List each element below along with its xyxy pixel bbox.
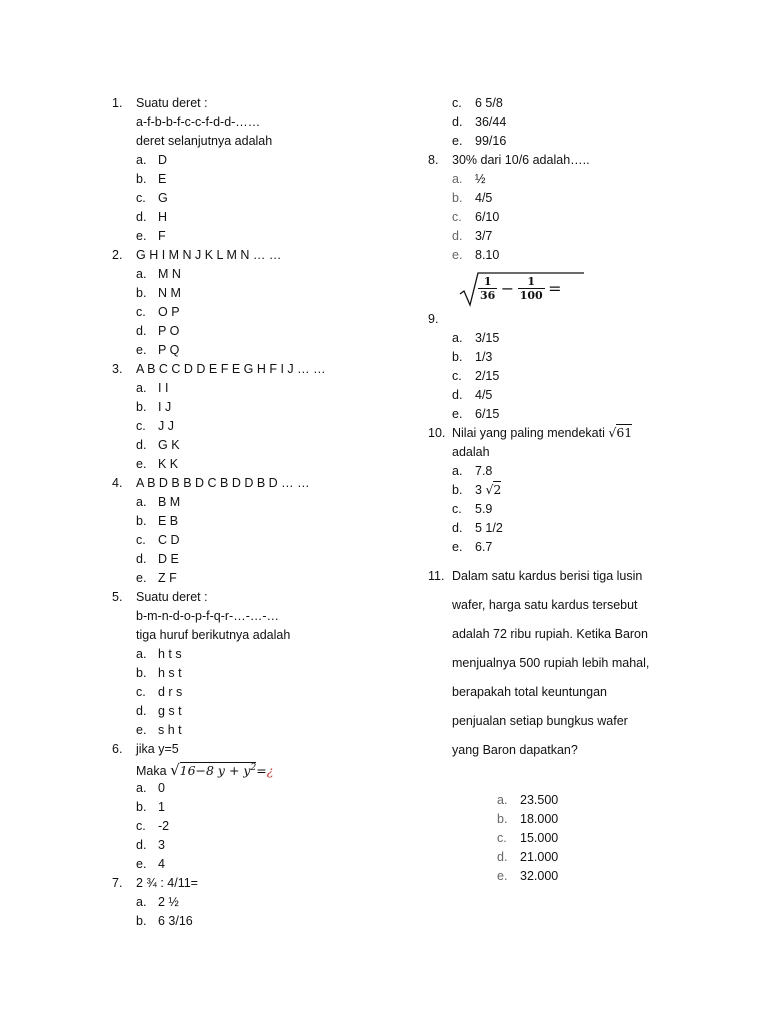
option-text: 8.10 — [475, 248, 500, 262]
q9-den2: 100 — [519, 289, 543, 302]
q6-sup: 2 — [250, 763, 257, 773]
option-text: h t s — [158, 647, 182, 661]
option-text: D — [158, 153, 168, 167]
option-text: D E — [158, 552, 179, 566]
option-letter: d. — [452, 229, 463, 243]
question-number: 7. — [112, 876, 123, 890]
option-letter: b. — [136, 666, 147, 680]
option-text: 3/7 — [475, 229, 493, 243]
option-letter: b. — [452, 191, 463, 205]
option-text: 4/5 — [475, 388, 493, 402]
q11-option-text: 18.000 — [520, 812, 559, 826]
question-text: A B C C D D E F E G H F I J … … — [136, 362, 326, 376]
option-letter: a. — [452, 331, 463, 345]
option-text: 6.7 — [475, 540, 493, 554]
option-letter: d. — [136, 210, 147, 224]
option-text: E B — [158, 514, 179, 528]
q11-line: menjualnya 500 rupiah lebih mahal, — [452, 656, 650, 670]
option-text: 4 — [158, 857, 165, 871]
question-number: 1. — [112, 96, 123, 110]
option-letter: c. — [136, 191, 146, 205]
option-text: 5 1/2 — [475, 521, 503, 535]
q11-line: penjualan setiap bungkus wafer — [452, 714, 628, 728]
option-text: 2/15 — [475, 369, 500, 383]
option-text: 36/44 — [475, 115, 507, 129]
option-letter: c. — [452, 210, 462, 224]
option-letter: b. — [452, 350, 463, 364]
option-letter: c. — [136, 419, 146, 433]
option-text: h s t — [158, 666, 182, 680]
option-letter: b. — [136, 914, 147, 928]
q11-line: berapakah total keuntungan — [452, 685, 607, 699]
option-letter: d. — [452, 388, 463, 402]
option-letter: e. — [136, 857, 147, 871]
q10-option-b-letter: b. — [452, 483, 463, 497]
option-text: 2 ½ — [158, 895, 179, 909]
option-letter: a. — [136, 153, 147, 167]
option-text: K K — [158, 457, 179, 471]
q11-line: yang Baron dapatkan? — [452, 743, 578, 757]
option-text: 6 5/8 — [475, 96, 503, 110]
q10-b-root: 2 — [493, 482, 502, 497]
option-text: 6/15 — [475, 407, 500, 421]
option-text: G K — [158, 438, 180, 452]
option-text: I J — [158, 400, 172, 414]
q10-text: Nilai yang paling mendekati — [452, 426, 605, 440]
option-text: 4/5 — [475, 191, 493, 205]
option-text: 99/16 — [475, 134, 507, 148]
option-letter: a. — [136, 381, 147, 395]
option-letter: d. — [452, 115, 463, 129]
q11-line: wafer, harga satu kardus tersebut — [452, 598, 638, 612]
question-text-continued: tiga huruf berikutnya adalah — [136, 628, 291, 642]
option-text: 1 — [158, 800, 165, 814]
question-text: G H I M N J K L M N … … — [136, 248, 282, 262]
option-text: 5.9 — [475, 502, 493, 516]
q9-num1: 1 — [478, 275, 497, 289]
option-text: P Q — [158, 343, 180, 357]
question-number: 9. — [428, 312, 439, 326]
option-text: E — [158, 172, 167, 186]
question-number: 5. — [112, 590, 123, 604]
option-letter: e. — [452, 540, 463, 554]
question-text-continued: a-f-b-b-f-c-c-f-d-d-…… — [136, 115, 261, 129]
q10-b-pre: 3 — [475, 483, 482, 497]
q9-frac-2 — [518, 275, 545, 302]
option-letter: e. — [452, 248, 463, 262]
option-letter: e. — [452, 134, 463, 148]
q11-option-letter: d. — [497, 850, 508, 864]
option-text: 1/3 — [475, 350, 493, 364]
question-text: 2 ¾ : 4/11= — [136, 876, 198, 890]
q11-option-text: 32.000 — [520, 869, 559, 883]
q9-equals: = — [548, 279, 562, 298]
option-letter: a. — [452, 172, 463, 186]
option-text: 6/10 — [475, 210, 500, 224]
option-text: M N — [158, 267, 181, 281]
option-text: 3 — [158, 838, 165, 852]
q11-option-letter: a. — [497, 793, 508, 807]
option-letter: d. — [136, 438, 147, 452]
option-letter: e. — [452, 407, 463, 421]
q6-expr: 16−8 y + y — [179, 763, 251, 779]
option-text: H — [158, 210, 168, 224]
option-letter: b. — [136, 172, 147, 186]
question-text: jika y=5 — [136, 742, 179, 756]
option-text: F — [158, 229, 166, 243]
option-text: P O — [158, 324, 180, 338]
q11-option-text: 21.000 — [520, 850, 559, 864]
option-text: Z F — [158, 571, 177, 585]
q11-line: Dalam satu kardus berisi tiga lusin — [452, 569, 643, 583]
q11-option-letter: c. — [497, 831, 507, 845]
q6-formula — [136, 760, 273, 779]
option-text: d r s — [158, 685, 183, 699]
option-letter: a. — [136, 495, 147, 509]
q10-number: 10. — [428, 426, 446, 440]
question-text-continued: b-m-n-d-o-p-f-q-r-…-…-… — [136, 609, 280, 623]
option-text: G — [158, 191, 168, 205]
option-letter: b. — [136, 514, 147, 528]
option-text: s h t — [158, 723, 182, 737]
option-letter: e. — [136, 457, 147, 471]
option-letter: e. — [136, 343, 147, 357]
option-text: 0 — [158, 781, 165, 795]
question-number: 2. — [112, 248, 123, 262]
option-letter: e. — [136, 723, 147, 737]
question-text: 30% dari 10/6 adalah….. — [452, 153, 590, 167]
option-text: ½ — [475, 172, 486, 186]
question-text-continued: deret selanjutnya adalah — [136, 134, 273, 148]
q10-root: 61 — [616, 425, 633, 440]
option-letter: a. — [136, 781, 147, 795]
option-letter: b. — [136, 286, 147, 300]
option-letter: c. — [136, 305, 146, 319]
option-letter: a. — [136, 267, 147, 281]
q11-number: 11. — [428, 569, 445, 583]
option-letter: c. — [452, 96, 462, 110]
question-number: 8. — [428, 153, 439, 167]
option-letter: d. — [136, 552, 147, 566]
q11-option-letter: e. — [497, 869, 508, 883]
option-text: g s t — [158, 704, 182, 718]
option-letter: c. — [136, 533, 146, 547]
option-letter: c. — [136, 685, 146, 699]
question-text: Suatu deret : — [136, 96, 208, 110]
q10-option-b — [475, 482, 501, 498]
option-letter: d. — [452, 521, 463, 535]
question-number: 6. — [112, 742, 123, 756]
q6-tail: ¿ — [266, 763, 274, 779]
q11-option-text: 23.500 — [520, 793, 559, 807]
option-text: I I — [158, 381, 169, 395]
q6-equals: = — [256, 763, 267, 779]
option-text: 6 3/16 — [158, 914, 193, 928]
question-number: 4. — [112, 476, 123, 490]
q9-den1: 36 — [480, 289, 496, 302]
option-letter: d. — [136, 704, 147, 718]
q9-frac-1 — [478, 275, 497, 302]
option-letter: a. — [452, 464, 463, 478]
option-letter: c. — [452, 502, 462, 516]
option-text: J J — [158, 419, 174, 433]
q11-option-letter: b. — [497, 812, 508, 826]
option-text: C D — [158, 533, 180, 547]
option-letter: c. — [452, 369, 462, 383]
option-text: -2 — [158, 819, 170, 833]
option-letter: c. — [136, 819, 146, 833]
option-text: 7.8 — [475, 464, 493, 478]
sqrt-icon: √ — [608, 425, 617, 440]
question-text: A B D B B D C B D D B D … … — [136, 476, 310, 490]
question-text: Suatu deret : — [136, 590, 208, 604]
q9-minus: − — [500, 279, 515, 298]
question-text-continued: adalah — [452, 445, 490, 459]
option-letter: b. — [136, 400, 147, 414]
option-letter: a. — [136, 647, 147, 661]
option-text: B M — [158, 495, 181, 509]
question-number: 3. — [112, 362, 123, 376]
q6-maka-label: Maka — [136, 764, 167, 779]
option-text: N M — [158, 286, 181, 300]
option-letter: d. — [136, 838, 147, 852]
option-letter: d. — [136, 324, 147, 338]
option-letter: a. — [136, 895, 147, 909]
option-text: O P — [158, 305, 180, 319]
option-text: 3/15 — [475, 331, 500, 345]
option-letter: e. — [136, 229, 147, 243]
sqrt-icon: √ — [485, 482, 494, 497]
q11-line: adalah 72 ribu rupiah. Ketika Baron — [452, 627, 648, 641]
q11-option-text: 15.000 — [520, 831, 559, 845]
sqrt-icon: √ — [170, 761, 180, 780]
option-letter: b. — [136, 800, 147, 814]
q6-radicand — [180, 762, 257, 778]
option-letter: e. — [136, 571, 147, 585]
q9-num2: 1 — [518, 275, 545, 289]
q10-question — [452, 425, 632, 441]
